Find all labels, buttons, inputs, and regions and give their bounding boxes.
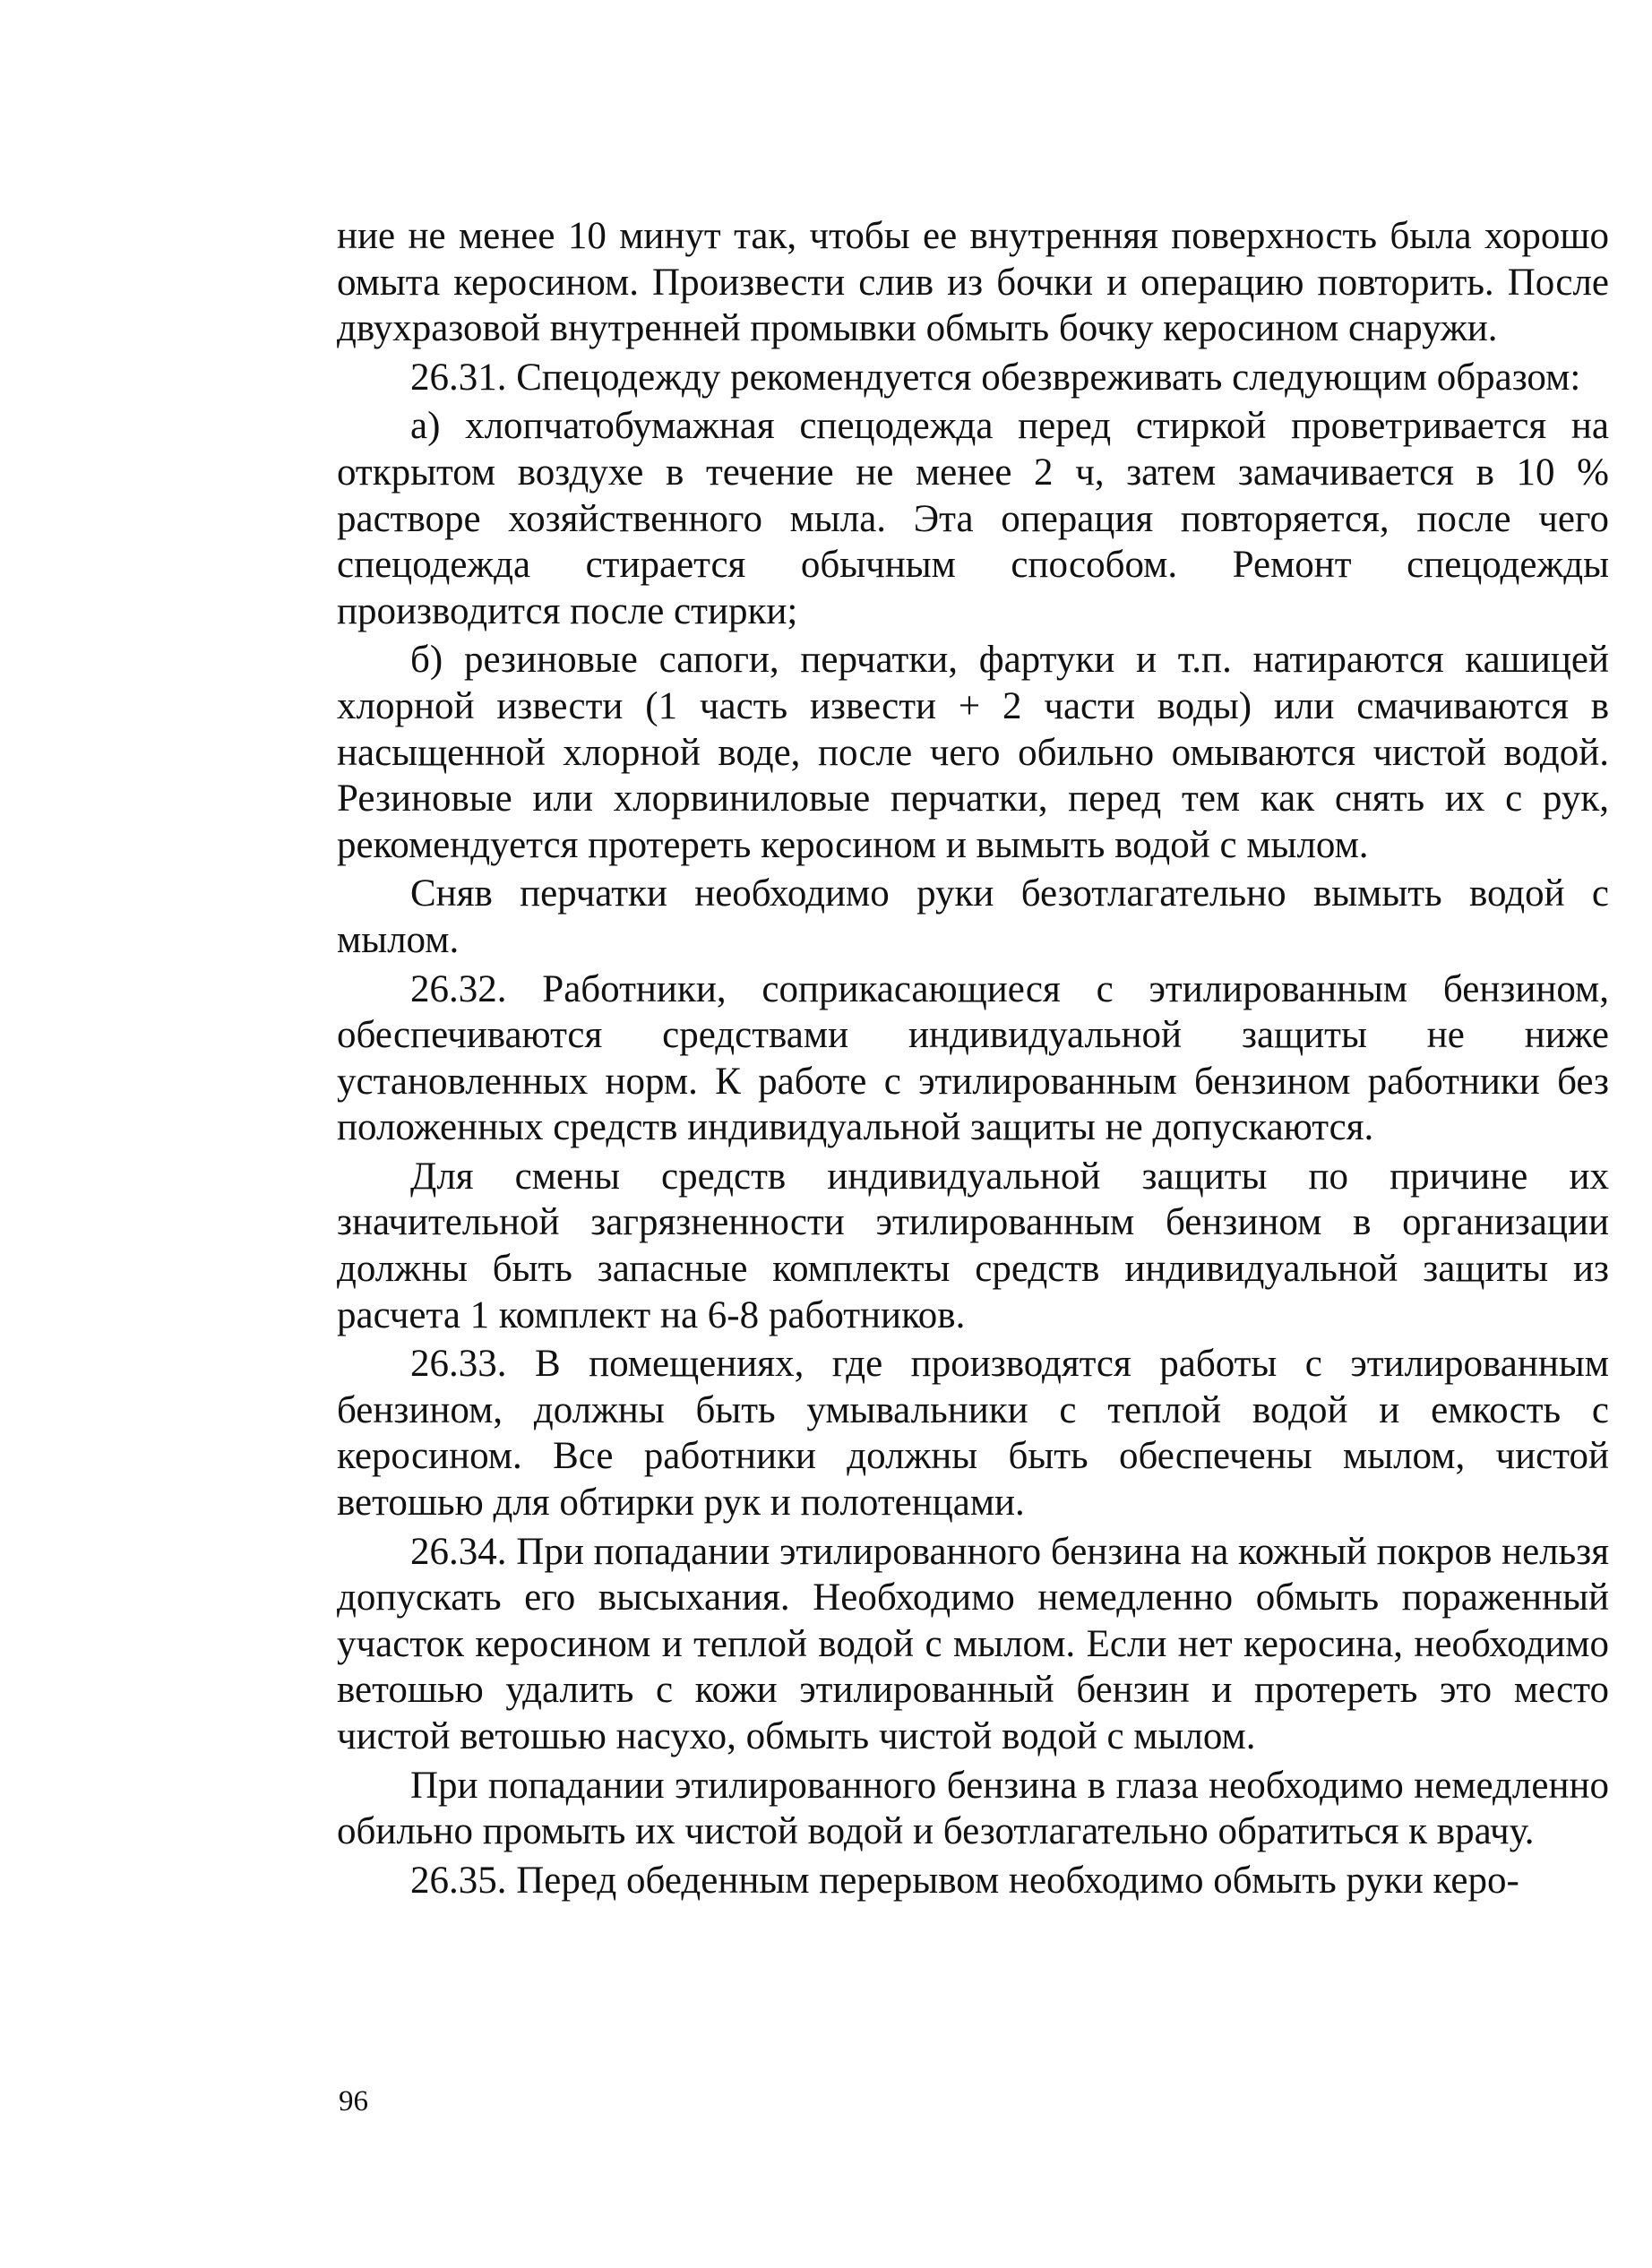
paragraph-26-33: 26.33. В помещениях, где производятся работы с этилированным бензином, должны быть умывальники с теплой водой и емкость с керосином. Все работники должны быть обеспечены мылом, чистой ветошью для обтирки рук и полотенцами. (337, 1343, 1609, 1525)
page-number: 96 (339, 2085, 368, 2118)
paragraph-26-34: 26.34. При попадании этилированного бензина на кожный покров нельзя допускать его высыхания. Необходимо немедленно обмыть пораженный участок керосином и теплой водой с мылом. Если нет керосина, необходимо ветошью удалить с кожи этилированный бензин и протереть это место чистой ветошью насухо, обмыть чистой водой с мылом. (337, 1530, 1609, 1757)
paragraph-26-31: 26.31. Спецодежду рекомендуется обезвреживать следующим образом: (410, 356, 1581, 399)
paragraph-item-a: а) хлопчатобумажная спецодежда перед стиркой проветривается на открытом воздухе в течение не менее 2 ч, затем замачивается в 10 % растворе хозяйственного мыла. Эта операция повторяется, после чего спецодежда стирается обычным способом. Ремонт спецодежды производится после стирки; (337, 405, 1609, 632)
paragraph-continuation: ние не менее 10 минут так, чтобы ее внутренняя поверхность была хорошо омыта керосином. Произвести слив из бочки и операцию повторить. После двухразовой внутренней промывки обмыть бочку керосином снаружи. (337, 215, 1609, 350)
paragraph-26-32: 26.32. Работники, соприкасающиеся с этилированным бензином, обеспечиваются средствами индивидуальной защиты не ниже установленных норм. К работе с этилированным бензином работники без положенных средств индивидуальной защиты не допускаются. (337, 967, 1609, 1149)
paragraph-gloves: Сняв перчатки необходимо руки безотлагательно вымыть водой с мылом. (337, 872, 1609, 961)
paragraph-spare-kits: Для смены средств индивидуальной защиты по причине их значительной загрязненности этилированным бензином в организации должны быть запасные комплекты средств индивидуальной защиты из расчета 1 комплект на 6-8 работников. (337, 1155, 1609, 1336)
paragraph-26-35: 26.35. Перед обеденным перерывом необходимо обмыть руки керо- (410, 1859, 1519, 1902)
paragraph-eyes: При попадании этилированного бензина в глаза необходимо немедленно обильно промыть их чистой водой и безотлагательно обратиться к врачу. (337, 1764, 1609, 1853)
page-body (337, 213, 1609, 1906)
paragraph-item-b: б) резиновые сапоги, перчатки, фартуки и т.п. натираются кашицей хлорной извести (1 часть извести + 2 части воды) или смачиваются в насыщенной хлорной воде, после чего обильно омываются чистой водой. Резиновые или хлорвиниловые перчатки, перед тем как снять их с рук, рекомендуется протереть керосином и вымыть водой с мылом. (337, 639, 1609, 866)
